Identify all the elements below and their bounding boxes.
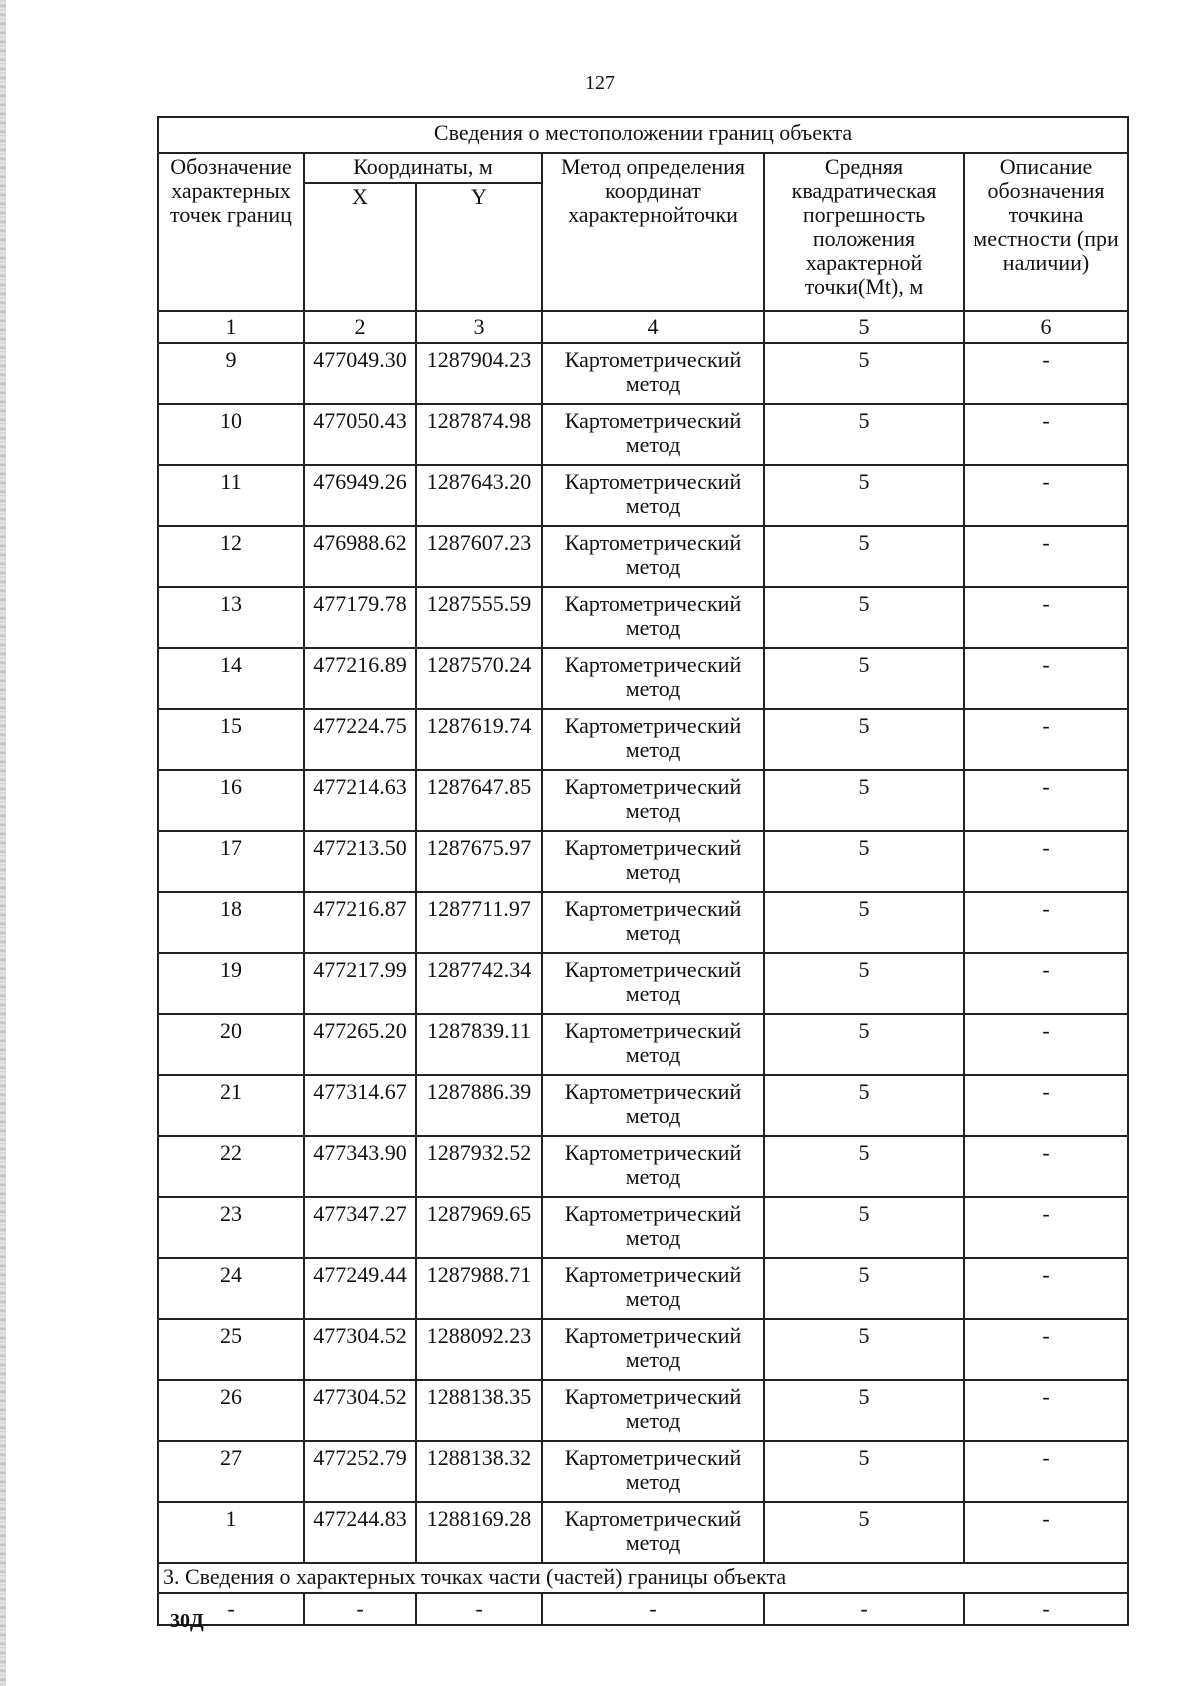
- table-row: [158, 1197, 1128, 1258]
- cell-y: 1287607.23: [416, 526, 542, 587]
- column-number: 4: [542, 311, 764, 343]
- cell-y: 1287932.52: [416, 1136, 542, 1197]
- cell-point: 13: [158, 587, 304, 648]
- column-number: 3: [416, 311, 542, 343]
- cell-method: Картометрический метод: [542, 404, 764, 465]
- cell-x: 477049.30: [304, 343, 416, 404]
- cell-method: Картометрический метод: [542, 1136, 764, 1197]
- table-row: [158, 404, 1128, 465]
- cell-y: 1288138.35: [416, 1380, 542, 1441]
- cell-method: Картометрический метод: [542, 648, 764, 709]
- cell-description: -: [964, 831, 1128, 892]
- table-row: [158, 1136, 1128, 1197]
- table-row: [158, 770, 1128, 831]
- cell-description: -: [964, 1502, 1128, 1563]
- cell-error: 5: [764, 831, 964, 892]
- cell-description: -: [964, 343, 1128, 404]
- cell-description: -: [964, 1197, 1128, 1258]
- table-row: [158, 587, 1128, 648]
- cell-method: Картометрический метод: [542, 892, 764, 953]
- table-row: [158, 648, 1128, 709]
- cell-point: 9: [158, 343, 304, 404]
- cell-method: Картометрический метод: [542, 770, 764, 831]
- cell-point: 20: [158, 1014, 304, 1075]
- cell-point: 14: [158, 648, 304, 709]
- column-number: 1: [158, 311, 304, 343]
- cell-x: 477343.90: [304, 1136, 416, 1197]
- section-3-empty-row: [158, 1593, 1128, 1625]
- table-row: [158, 1319, 1128, 1380]
- cell-error: 5: [764, 343, 964, 404]
- cell-y: 1287555.59: [416, 587, 542, 648]
- cell-point: 12: [158, 526, 304, 587]
- section-3-title: 3. Сведения о характерных точках части (частей) границы объекта: [158, 1563, 1128, 1593]
- cell-point: 24: [158, 1258, 304, 1319]
- table-row: [158, 1014, 1128, 1075]
- scan-edge: [0, 0, 6, 1686]
- cell-point: 23: [158, 1197, 304, 1258]
- table-row: [158, 1380, 1128, 1441]
- column-number: 6: [964, 311, 1128, 343]
- cell-method: Картометрический метод: [542, 709, 764, 770]
- column-number: 2: [304, 311, 416, 343]
- cell-method: Картометрический метод: [542, 1502, 764, 1563]
- cell-x: 477265.20: [304, 1014, 416, 1075]
- cell-description: -: [964, 587, 1128, 648]
- cell-error: 5: [764, 1197, 964, 1258]
- cell-point: 26: [158, 1380, 304, 1441]
- cell-method: Картометрический метод: [542, 1441, 764, 1502]
- cell-x: 477213.50: [304, 831, 416, 892]
- cell-y: 1287643.20: [416, 465, 542, 526]
- cell-error: 5: [764, 648, 964, 709]
- cell-y: 1287742.34: [416, 953, 542, 1014]
- cell-method: Картометрический метод: [542, 1380, 764, 1441]
- table-row: [158, 1441, 1128, 1502]
- cell-x: 477217.99: [304, 953, 416, 1014]
- table-row: [158, 1258, 1128, 1319]
- cell-error: 5: [764, 526, 964, 587]
- cell-error: 5: [764, 404, 964, 465]
- cell-point: 10: [158, 404, 304, 465]
- table-row: [158, 1502, 1128, 1563]
- cell-method: Картометрический метод: [542, 953, 764, 1014]
- cell-y: 1287675.97: [416, 831, 542, 892]
- table-row: [158, 709, 1128, 770]
- cell-point: 15: [158, 709, 304, 770]
- cell-error: 5: [764, 892, 964, 953]
- cell-error: 5: [764, 709, 964, 770]
- cell-description: -: [964, 648, 1128, 709]
- cell-x: 477314.67: [304, 1075, 416, 1136]
- cell-point: 17: [158, 831, 304, 892]
- cell-point: 25: [158, 1319, 304, 1380]
- cell-point: 16: [158, 770, 304, 831]
- cell-error: 5: [764, 770, 964, 831]
- table-title: Сведения о местоположении границ объекта: [158, 117, 1128, 153]
- cell-point: 11: [158, 465, 304, 526]
- cell-x: 477050.43: [304, 404, 416, 465]
- cell-method: Картометрический метод: [542, 465, 764, 526]
- cell-error: 5: [764, 1319, 964, 1380]
- table-row: [158, 526, 1128, 587]
- page-number: 127: [585, 72, 615, 94]
- cell-error: 5: [764, 1502, 964, 1563]
- cell-point: 19: [158, 953, 304, 1014]
- cell-x: 477216.87: [304, 892, 416, 953]
- column-number: 5: [764, 311, 964, 343]
- cell-method: Картометрический метод: [542, 526, 764, 587]
- cell-x: 477249.44: [304, 1258, 416, 1319]
- table-row: [158, 831, 1128, 892]
- cell-y: 1287886.39: [416, 1075, 542, 1136]
- header-point-designation: Обозначение характерных точек границ: [158, 153, 304, 311]
- cell-description: -: [964, 1380, 1128, 1441]
- cell-description: -: [964, 1136, 1128, 1197]
- cell-y: 1287874.98: [416, 404, 542, 465]
- cell-description: -: [964, 526, 1128, 587]
- cell-description: -: [964, 1319, 1128, 1380]
- section-3-cell: -: [542, 1593, 764, 1625]
- cell-x: 477304.52: [304, 1319, 416, 1380]
- table-row: [158, 892, 1128, 953]
- cell-method: Картометрический метод: [542, 1319, 764, 1380]
- cell-x: 476988.62: [304, 526, 416, 587]
- cell-y: 1287647.85: [416, 770, 542, 831]
- cell-error: 5: [764, 953, 964, 1014]
- cell-description: -: [964, 1014, 1128, 1075]
- section-3-cell: -: [416, 1593, 542, 1625]
- cell-y: 1287988.71: [416, 1258, 542, 1319]
- section-3-cell: -: [304, 1593, 416, 1625]
- cell-method: Картометрический метод: [542, 1014, 764, 1075]
- section-3-cell: -: [764, 1593, 964, 1625]
- cell-point: 18: [158, 892, 304, 953]
- cell-description: -: [964, 1258, 1128, 1319]
- header-y: Y: [416, 183, 542, 311]
- cell-method: Картометрический метод: [542, 1258, 764, 1319]
- section-3-cell: -: [158, 1593, 304, 1625]
- header-method: Метод определения координат характернойточки: [542, 153, 764, 311]
- cell-y: 1287711.97: [416, 892, 542, 953]
- cell-point: 27: [158, 1441, 304, 1502]
- cell-x: 477214.63: [304, 770, 416, 831]
- cell-x: 476949.26: [304, 465, 416, 526]
- cell-x: 477216.89: [304, 648, 416, 709]
- cell-description: -: [964, 709, 1128, 770]
- cell-y: 1288169.28: [416, 1502, 542, 1563]
- header-description: Описание обозначения точкина местности (при наличии): [964, 153, 1128, 311]
- cell-description: -: [964, 1075, 1128, 1136]
- boundary-coordinates-table: [157, 116, 1129, 1626]
- header-error: Средняя квадратическая погрешность положения характерной точки(Mt), м: [764, 153, 964, 311]
- cell-description: -: [964, 892, 1128, 953]
- cell-point: 1: [158, 1502, 304, 1563]
- section-3-row: [158, 1563, 1128, 1593]
- cell-y: 1287969.65: [416, 1197, 542, 1258]
- table-row: [158, 343, 1128, 404]
- cell-method: Картометрический метод: [542, 831, 764, 892]
- cell-x: 477304.52: [304, 1380, 416, 1441]
- cell-point: 21: [158, 1075, 304, 1136]
- cell-y: 1287904.23: [416, 343, 542, 404]
- table-row: [158, 953, 1128, 1014]
- section-3-cell: -: [964, 1593, 1128, 1625]
- cell-x: 477179.78: [304, 587, 416, 648]
- cell-y: 1288138.32: [416, 1441, 542, 1502]
- cell-point: 22: [158, 1136, 304, 1197]
- cell-method: Картометрический метод: [542, 343, 764, 404]
- footer-code: 30Д: [170, 1610, 204, 1632]
- cell-error: 5: [764, 1380, 964, 1441]
- cell-method: Картометрический метод: [542, 1075, 764, 1136]
- cell-error: 5: [764, 1441, 964, 1502]
- column-numbers-row: [158, 311, 1128, 343]
- cell-y: 1287839.11: [416, 1014, 542, 1075]
- cell-error: 5: [764, 1258, 964, 1319]
- cell-description: -: [964, 953, 1128, 1014]
- cell-y: 1287570.24: [416, 648, 542, 709]
- cell-x: 477224.75: [304, 709, 416, 770]
- cell-error: 5: [764, 465, 964, 526]
- cell-error: 5: [764, 1075, 964, 1136]
- header-x: X: [304, 183, 416, 311]
- cell-method: Картометрический метод: [542, 1197, 764, 1258]
- cell-description: -: [964, 404, 1128, 465]
- cell-description: -: [964, 770, 1128, 831]
- cell-description: -: [964, 465, 1128, 526]
- cell-y: 1288092.23: [416, 1319, 542, 1380]
- cell-description: -: [964, 1441, 1128, 1502]
- cell-x: 477244.83: [304, 1502, 416, 1563]
- table-row: [158, 465, 1128, 526]
- table-row: [158, 1075, 1128, 1136]
- cell-error: 5: [764, 1014, 964, 1075]
- cell-x: 477252.79: [304, 1441, 416, 1502]
- header-coordinates: Координаты, м: [304, 153, 542, 183]
- cell-y: 1287619.74: [416, 709, 542, 770]
- cell-method: Картометрический метод: [542, 587, 764, 648]
- cell-error: 5: [764, 587, 964, 648]
- cell-error: 5: [764, 1136, 964, 1197]
- cell-x: 477347.27: [304, 1197, 416, 1258]
